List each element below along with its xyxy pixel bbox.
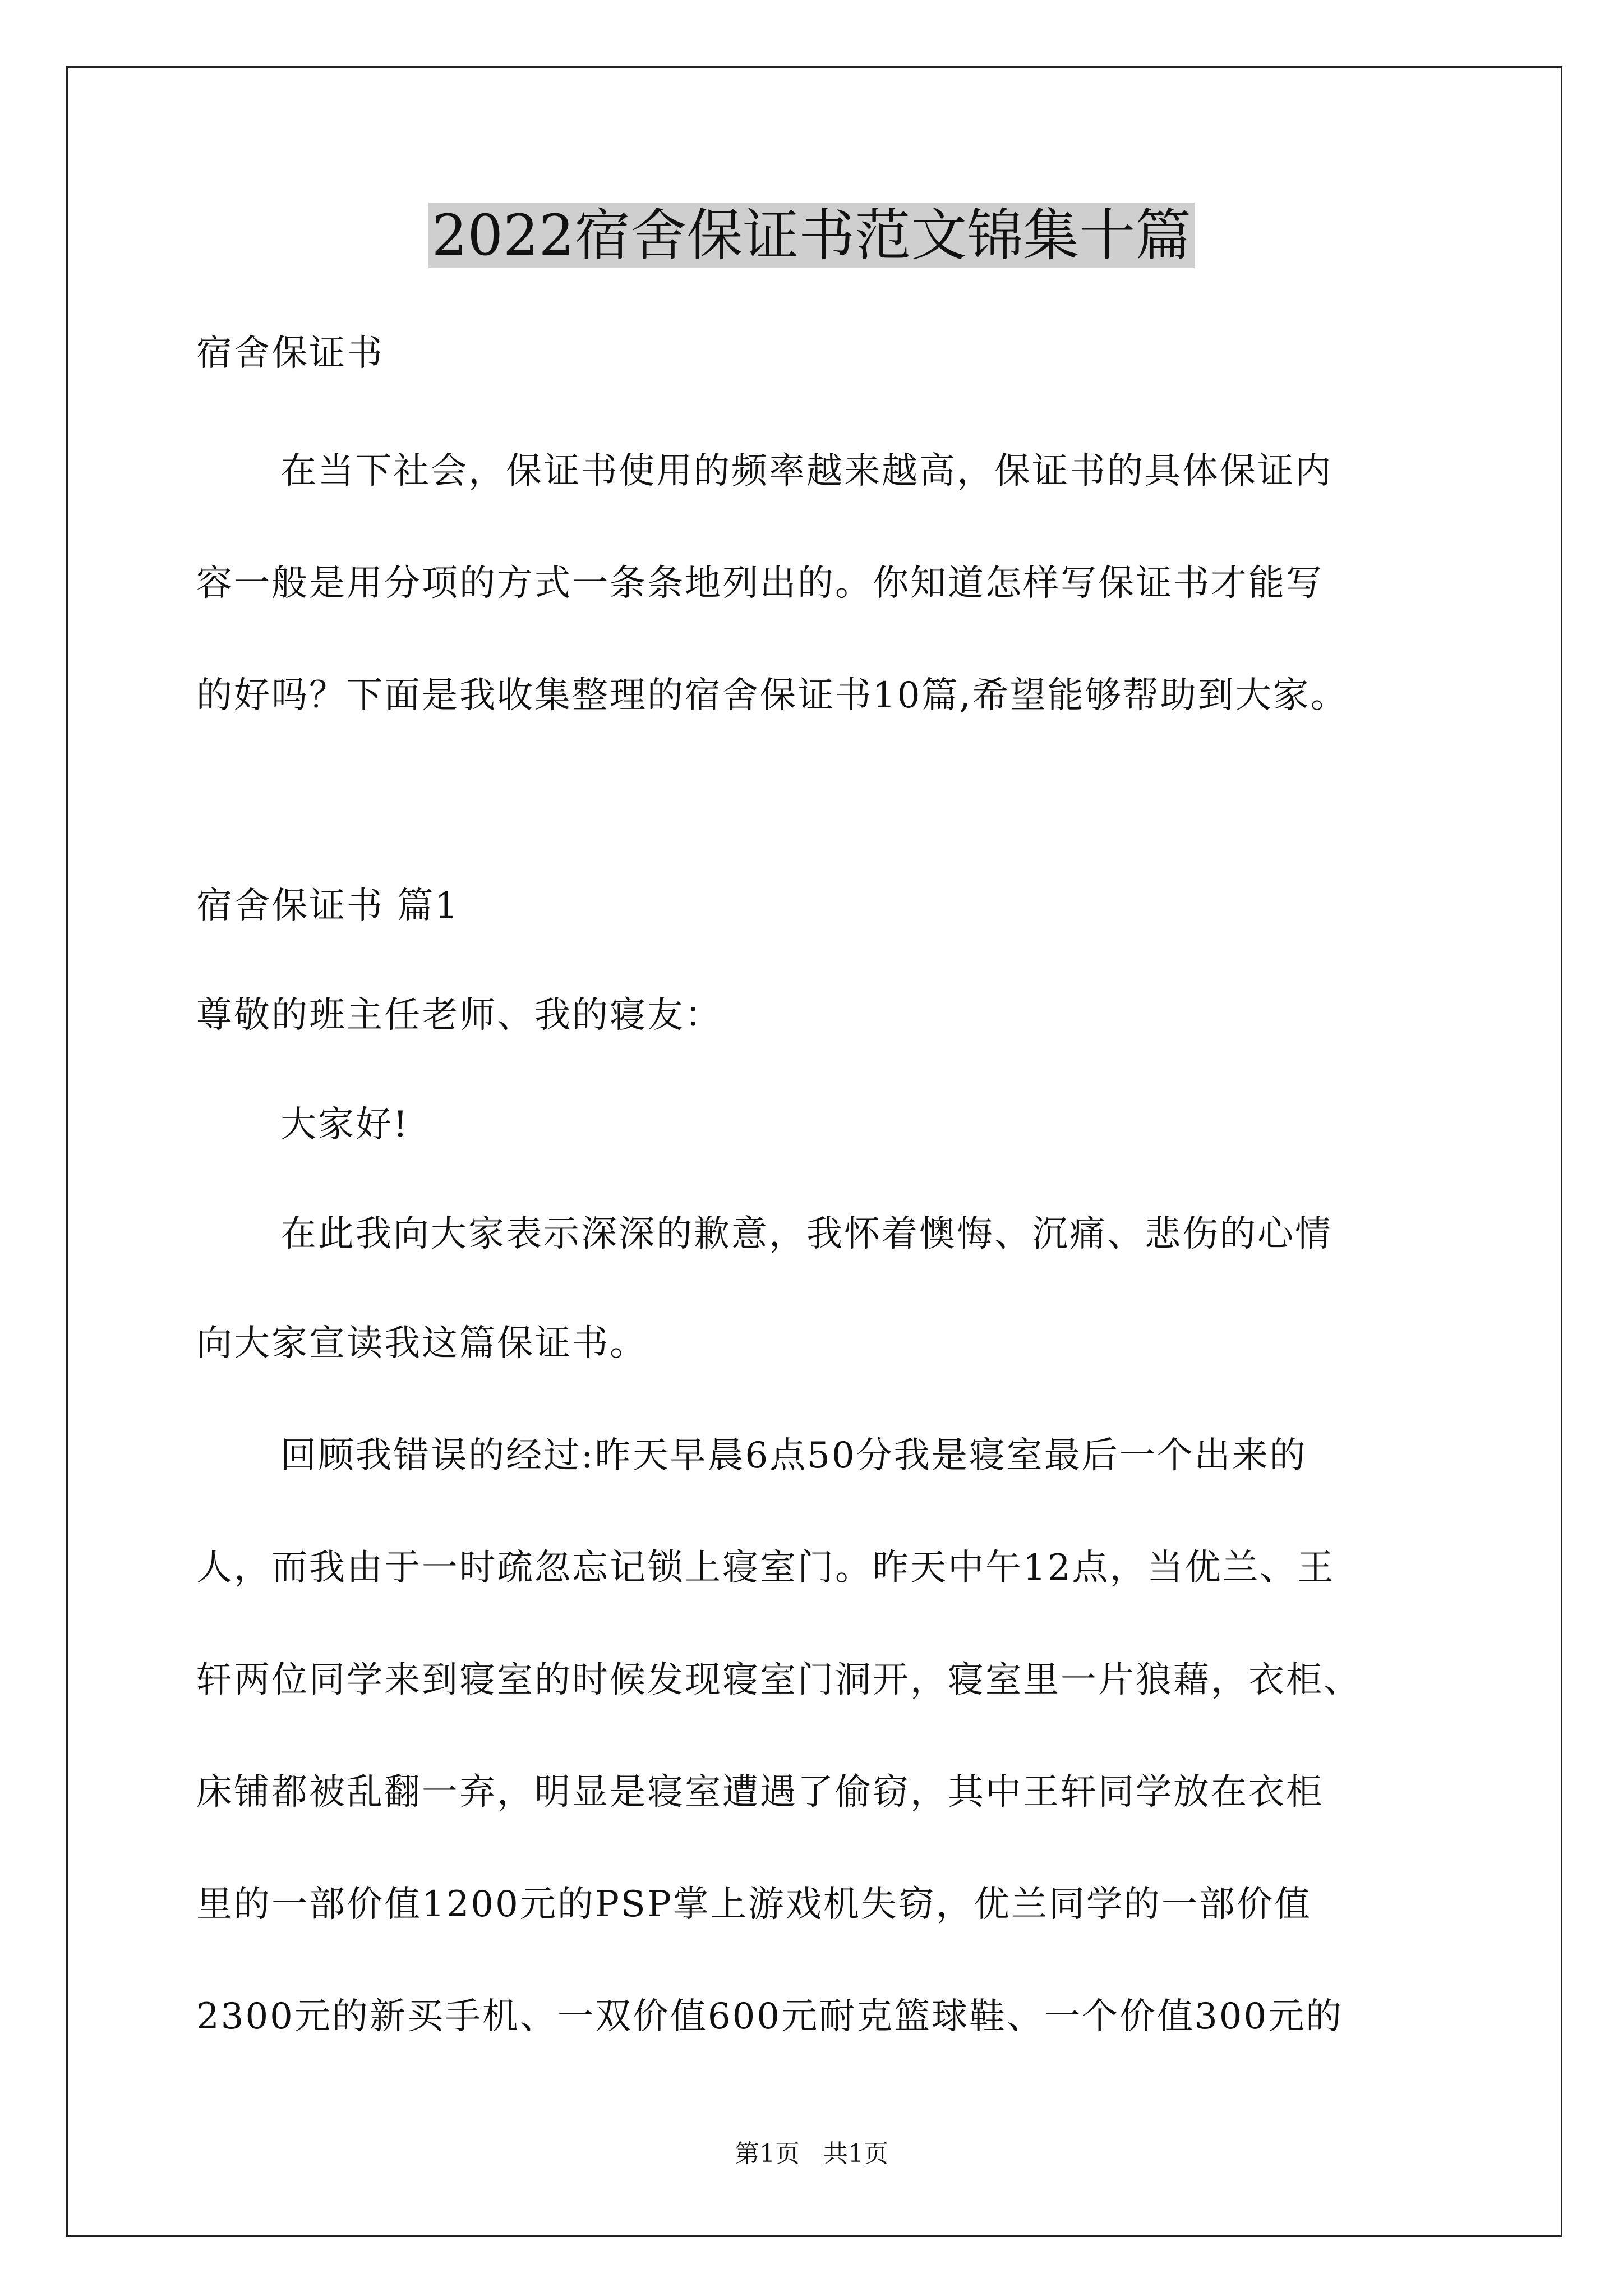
text-line: 在当下社会，保证书使用的频率越来越高，保证书的具体保证内 bbox=[280, 450, 1332, 492]
text-line: 的好吗？下面是我收集整理的宿舍保证书10篇,希望能够帮助到大家。 bbox=[196, 675, 1348, 716]
page-footer: 第1页 共1页 bbox=[735, 2139, 888, 2168]
document-title bbox=[0, 196, 1623, 275]
section-heading: 宿舍保证书 篇1 bbox=[196, 885, 460, 927]
text-line: 2300元的新买手机、一双价值600元耐克篮球鞋、一个价值300元的 bbox=[196, 1996, 1344, 2037]
text-line: 里的一部价值1200元的PSP掌上游戏机失窃，优兰同学的一部价值 bbox=[196, 1884, 1312, 1925]
salutation: 尊敬的班主任老师、我的寝友： bbox=[196, 995, 722, 1036]
text-line: 宿舍保证书 bbox=[196, 333, 384, 374]
text-line: 轩两位同学来到寝室的时候发现寝室门洞开，寝室里一片狼藉，衣柜、 bbox=[196, 1659, 1361, 1701]
greeting: 大家好! bbox=[280, 1104, 409, 1145]
text-line: 在此我向大家表示深深的歉意，我怀着懊悔、沉痛、悲伤的心情 bbox=[280, 1213, 1332, 1255]
text-line: 容一般是用分项的方式一条条地列出的。你知道怎样写保证书才能写 bbox=[196, 563, 1324, 604]
text-line: 向大家宣读我这篇保证书。 bbox=[196, 1323, 647, 1364]
text-line: 人，而我由于一时疏忽忘记锁上寝室门。昨天中午12点，当优兰、王 bbox=[196, 1547, 1335, 1589]
document-title-text: 2022宿舍保证书范文锦集十篇 bbox=[428, 203, 1195, 268]
text-line: 床铺都被乱翻一弃，明显是寝室遭遇了偷窃，其中王轩同学放在衣柜 bbox=[196, 1772, 1324, 1813]
text-line: 回顾我错误的经过:昨天早晨6点50分我是寝室最后一个出来的 bbox=[280, 1435, 1307, 1476]
